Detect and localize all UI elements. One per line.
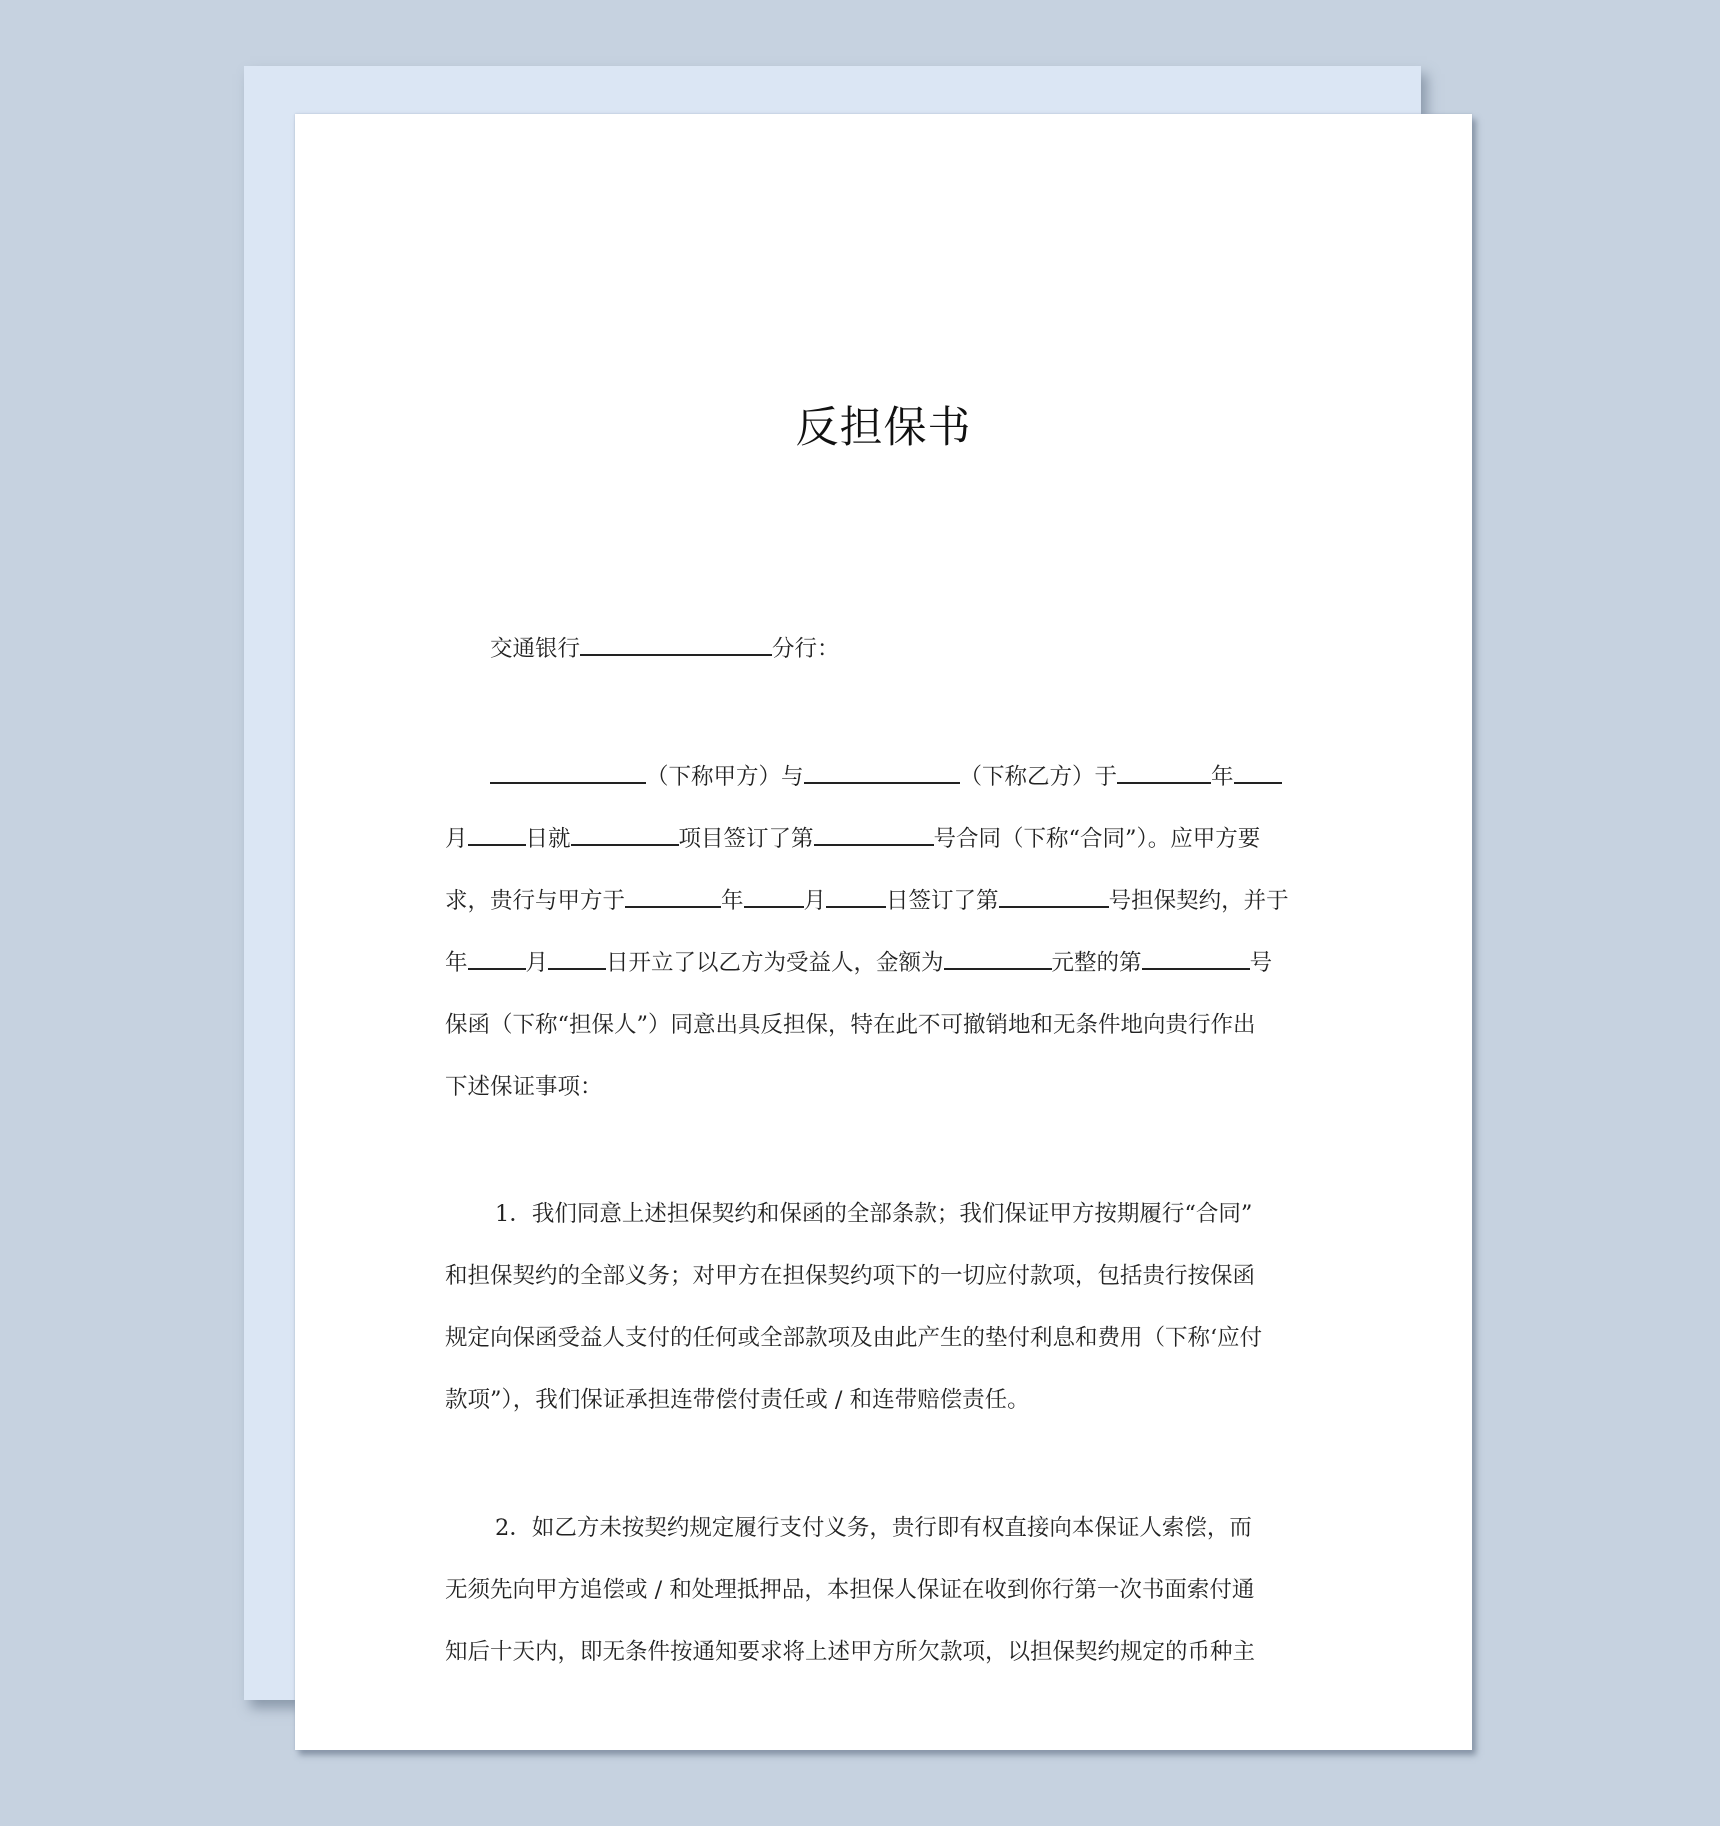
intro-paragraph: [445, 746, 1313, 1118]
intro-text: （下称甲方）与: [646, 764, 804, 790]
intro-text: 项目签订了第: [678, 826, 814, 852]
intro-text: 日就: [525, 826, 571, 852]
party-b-blank[interactable]: [804, 764, 960, 784]
clause-line: 和担保契约的全部义务；对甲方在担保契约项下的一切应付款项，包括贵行按保函: [445, 1263, 1256, 1289]
contract-number-blank[interactable]: [814, 826, 934, 846]
sign-day-blank[interactable]: [826, 888, 886, 908]
intro-line-4: [445, 932, 1313, 994]
day-blank[interactable]: [468, 826, 526, 846]
addressee-suffix: 分行：: [772, 636, 840, 662]
document-title: 反担保书: [795, 403, 972, 453]
clause-line: 1．我们同意上述担保契约和保函的全部条款；我们保证甲方按期履行“合同”: [495, 1201, 1253, 1227]
clause-line: 款项”），我们保证承担连带偿付责任或 / 和连带赔偿责任。: [445, 1387, 1030, 1413]
intro-text: 号担保契约，并于: [1108, 888, 1289, 914]
year-blank[interactable]: [1117, 764, 1211, 784]
intro-line-6: 下述保证事项：: [445, 1074, 603, 1100]
intro-text: 月: [445, 826, 468, 852]
month-blank[interactable]: [1234, 764, 1282, 784]
document-page: [295, 114, 1472, 1750]
intro-text: 月: [803, 888, 827, 914]
sign-year-blank[interactable]: [625, 888, 721, 908]
branch-name-blank[interactable]: [580, 636, 772, 656]
clause-line: 无须先向甲方追偿或 / 和处理抵押品，本担保人保证在收到你行第一次书面索付通: [445, 1577, 1255, 1603]
sign-month-blank[interactable]: [744, 888, 804, 908]
clause-line: 规定向保函受益人支付的任何或全部款项及由此产生的垫付利息和费用（下称‘应付: [445, 1325, 1263, 1351]
issue-month-blank[interactable]: [468, 950, 526, 970]
intro-text: 元整的第: [1051, 950, 1142, 976]
intro-text: 号合同（下称“合同”）。应甲方要: [933, 826, 1261, 852]
intro-text: （下称乙方）于: [959, 764, 1118, 790]
intro-line-1: [445, 746, 1313, 808]
guarantee-contract-number-blank[interactable]: [999, 888, 1109, 908]
clause-2: [445, 1497, 1313, 1683]
intro-text: 求，贵行与甲方于: [445, 888, 626, 914]
clause-1: [445, 1183, 1313, 1431]
party-a-blank[interactable]: [490, 764, 646, 784]
intro-text: 日签订了第: [886, 888, 999, 914]
intro-text: 号: [1249, 950, 1273, 976]
intro-line-3: [445, 870, 1313, 932]
intro-line-5: 保函（下称“担保人”）同意出具反担保，特在此不可撤销地和无条件地向贵行作出: [445, 1012, 1256, 1038]
intro-text: 月: [525, 950, 549, 976]
project-blank[interactable]: [571, 826, 679, 846]
addressee-prefix: 交通银行: [490, 636, 581, 662]
letter-of-guarantee-number-blank[interactable]: [1142, 950, 1250, 970]
intro-text: 年: [445, 950, 468, 976]
intro-line-2: [445, 808, 1313, 870]
intro-text: 年: [1211, 764, 1234, 790]
clause-line: 知后十天内，即无条件按通知要求将上述甲方所欠款项，以担保契约规定的币种主: [445, 1639, 1256, 1665]
intro-text: 日开立了以乙方为受益人，金额为: [606, 950, 944, 976]
issue-day-blank[interactable]: [548, 950, 606, 970]
addressee-line: [445, 618, 1313, 680]
intro-text: 年: [721, 888, 744, 914]
amount-blank[interactable]: [944, 950, 1052, 970]
clause-line: 2．如乙方未按契约规定履行支付义务，贵行即有权直接向本保证人索偿，而: [495, 1515, 1252, 1541]
